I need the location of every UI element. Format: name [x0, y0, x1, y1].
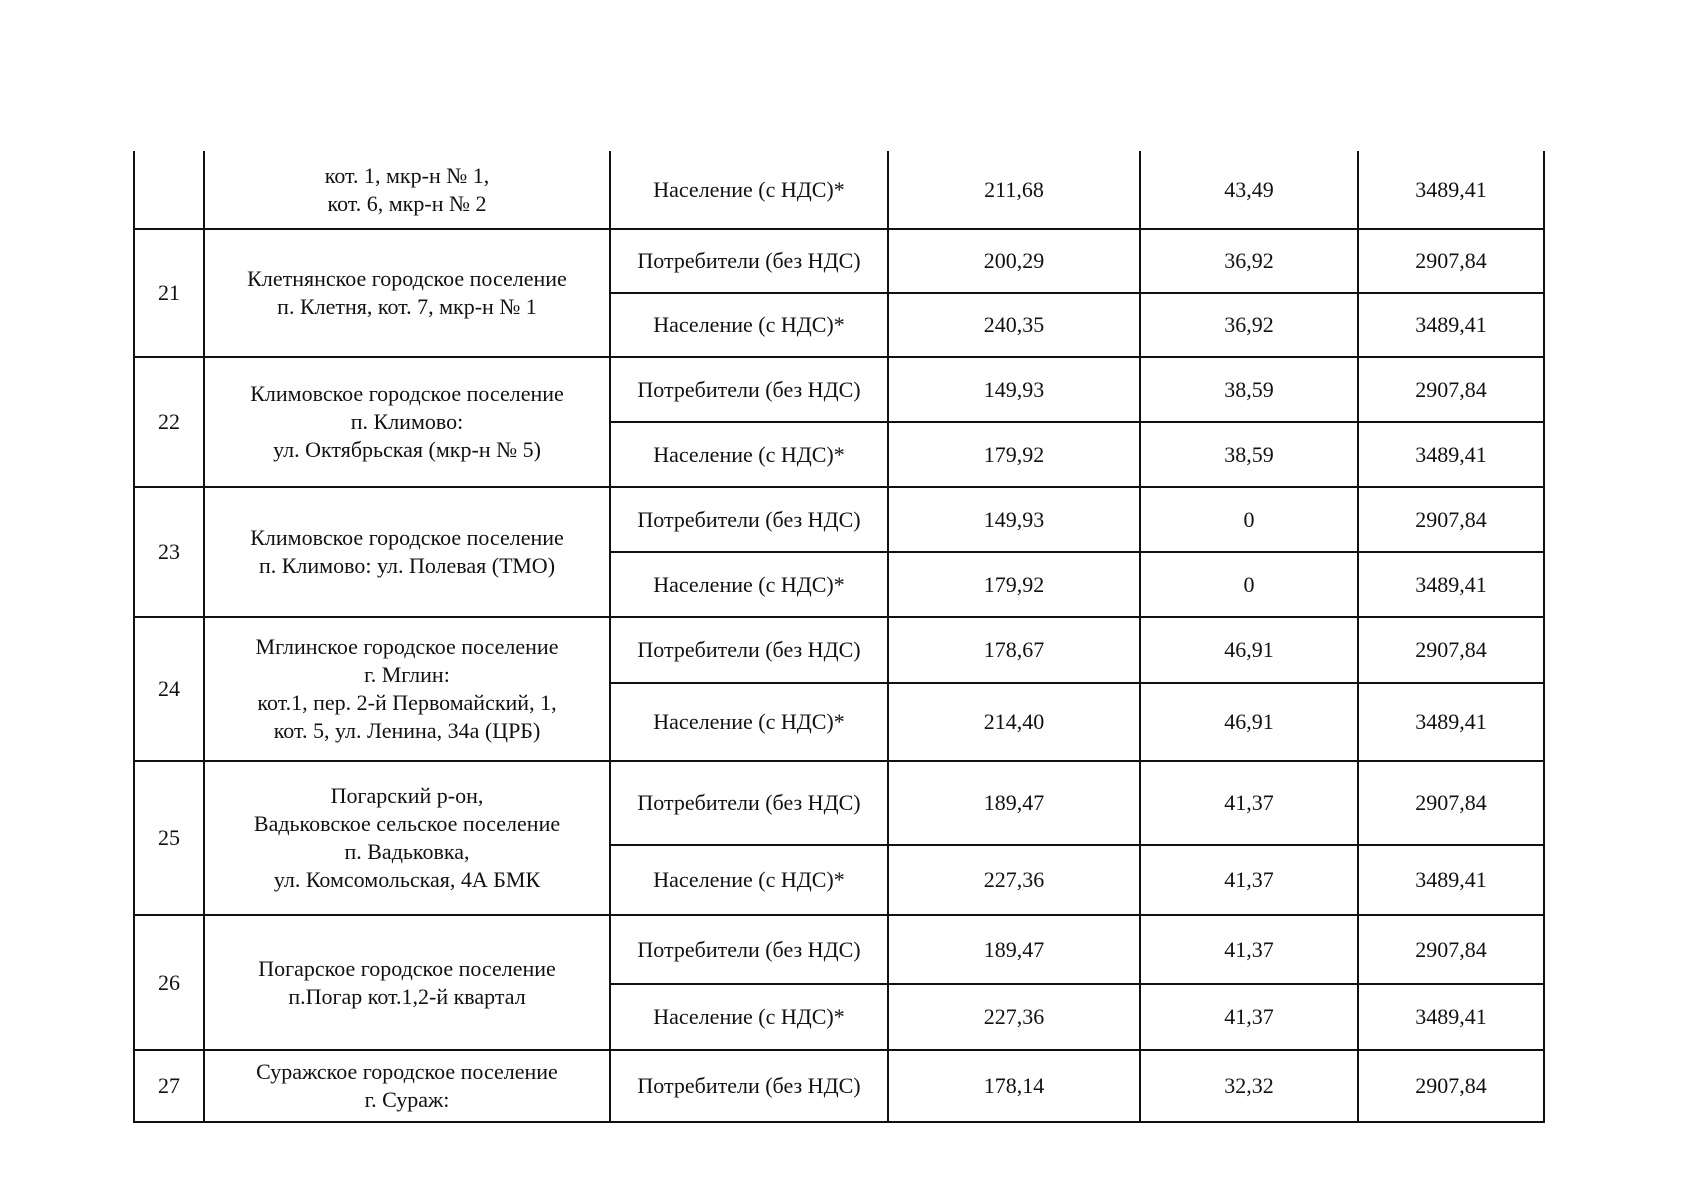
location-cell: Мглинское городское поселение г. Мглин: кот.1, пер. 2-й Первомайский, 1, кот. 5, ул. Ленина, 34а (ЦРБ) [204, 617, 610, 761]
tariff-value-cell: 38,59 [1140, 357, 1358, 422]
row-number-cell: 23 [134, 487, 204, 617]
table-row [134, 487, 1544, 552]
tariff-value-cell: 2907,84 [1358, 617, 1544, 683]
row-number-cell: 21 [134, 229, 204, 357]
table-row [134, 229, 1544, 293]
location-cell: Клетнянское городское поселение п. Клетня, кот. 7, мкр-н № 1 [204, 229, 610, 357]
tariff-value-cell: 46,91 [1140, 683, 1358, 761]
tariff-value-cell: 41,37 [1140, 761, 1358, 845]
category-cell: Потребители (без НДС) [610, 229, 888, 293]
row-number-cell: 22 [134, 357, 204, 487]
tariff-value-cell: 227,36 [888, 845, 1140, 915]
tariff-value-cell: 3489,41 [1358, 552, 1544, 617]
tariff-value-cell: 149,93 [888, 357, 1140, 422]
table-row [134, 761, 1544, 845]
table-row [134, 151, 1544, 229]
row-number-cell: 25 [134, 761, 204, 915]
location-cell: Погарский р-он, Вадьковское сельское поселение п. Вадьковка, ул. Комсомольская, 4А БМК [204, 761, 610, 915]
tariff-value-cell: 179,92 [888, 552, 1140, 617]
category-cell: Население (с НДС)* [610, 293, 888, 357]
table-row [134, 617, 1544, 683]
tariff-value-cell: 2907,84 [1358, 915, 1544, 984]
tariff-value-cell: 38,59 [1140, 422, 1358, 487]
location-cell: Суражское городское поселение г. Сураж: [204, 1050, 610, 1122]
tariff-value-cell: 189,47 [888, 761, 1140, 845]
tariff-value-cell: 43,49 [1140, 151, 1358, 229]
tariff-value-cell: 179,92 [888, 422, 1140, 487]
tariff-value-cell: 36,92 [1140, 229, 1358, 293]
tariff-table [133, 151, 1545, 1123]
location-cell: Погарское городское поселение п.Погар кот.1,2-й квартал [204, 915, 610, 1050]
category-cell: Население (с НДС)* [610, 845, 888, 915]
tariff-value-cell: 32,32 [1140, 1050, 1358, 1122]
tariff-value-cell: 3489,41 [1358, 845, 1544, 915]
tariff-value-cell: 178,67 [888, 617, 1140, 683]
tariff-value-cell: 189,47 [888, 915, 1140, 984]
tariff-value-cell: 240,35 [888, 293, 1140, 357]
tariff-value-cell: 3489,41 [1358, 984, 1544, 1050]
tariff-value-cell: 200,29 [888, 229, 1140, 293]
category-cell: Население (с НДС)* [610, 422, 888, 487]
tariff-value-cell: 36,92 [1140, 293, 1358, 357]
table-row [134, 357, 1544, 422]
tariff-value-cell: 2907,84 [1358, 1050, 1544, 1122]
tariff-table-body [134, 151, 1544, 1122]
tariff-value-cell: 211,68 [888, 151, 1140, 229]
tariff-value-cell: 2907,84 [1358, 357, 1544, 422]
tariff-value-cell: 41,37 [1140, 984, 1358, 1050]
category-cell: Население (с НДС)* [610, 984, 888, 1050]
row-number-cell: 24 [134, 617, 204, 761]
category-cell: Население (с НДС)* [610, 552, 888, 617]
category-cell: Потребители (без НДС) [610, 357, 888, 422]
category-cell: Потребители (без НДС) [610, 487, 888, 552]
row-number-cell: 26 [134, 915, 204, 1050]
location-cell: Климовское городское поселение п. Климово: ул. Полевая (ТМО) [204, 487, 610, 617]
table-row [134, 1050, 1544, 1122]
tariff-value-cell: 2907,84 [1358, 487, 1544, 552]
tariff-value-cell: 3489,41 [1358, 683, 1544, 761]
location-cell: кот. 1, мкр-н № 1, кот. 6, мкр-н № 2 [204, 151, 610, 229]
tariff-value-cell: 41,37 [1140, 915, 1358, 984]
row-number-cell: 27 [134, 1050, 204, 1122]
category-cell: Потребители (без НДС) [610, 1050, 888, 1122]
location-cell: Климовское городское поселение п. Климово: ул. Октябрьская (мкр-н № 5) [204, 357, 610, 487]
tariff-value-cell: 3489,41 [1358, 422, 1544, 487]
table-row [134, 915, 1544, 984]
tariff-value-cell: 2907,84 [1358, 761, 1544, 845]
tariff-value-cell: 41,37 [1140, 845, 1358, 915]
tariff-value-cell: 46,91 [1140, 617, 1358, 683]
category-cell: Население (с НДС)* [610, 151, 888, 229]
row-number-cell [134, 151, 204, 229]
tariff-value-cell: 2907,84 [1358, 229, 1544, 293]
category-cell: Потребители (без НДС) [610, 761, 888, 845]
tariff-value-cell: 227,36 [888, 984, 1140, 1050]
tariff-value-cell: 0 [1140, 552, 1358, 617]
tariff-value-cell: 214,40 [888, 683, 1140, 761]
category-cell: Потребители (без НДС) [610, 617, 888, 683]
tariff-value-cell: 3489,41 [1358, 151, 1544, 229]
tariff-value-cell: 3489,41 [1358, 293, 1544, 357]
category-cell: Население (с НДС)* [610, 683, 888, 761]
tariff-value-cell: 0 [1140, 487, 1358, 552]
tariff-value-cell: 149,93 [888, 487, 1140, 552]
category-cell: Потребители (без НДС) [610, 915, 888, 984]
tariff-value-cell: 178,14 [888, 1050, 1140, 1122]
